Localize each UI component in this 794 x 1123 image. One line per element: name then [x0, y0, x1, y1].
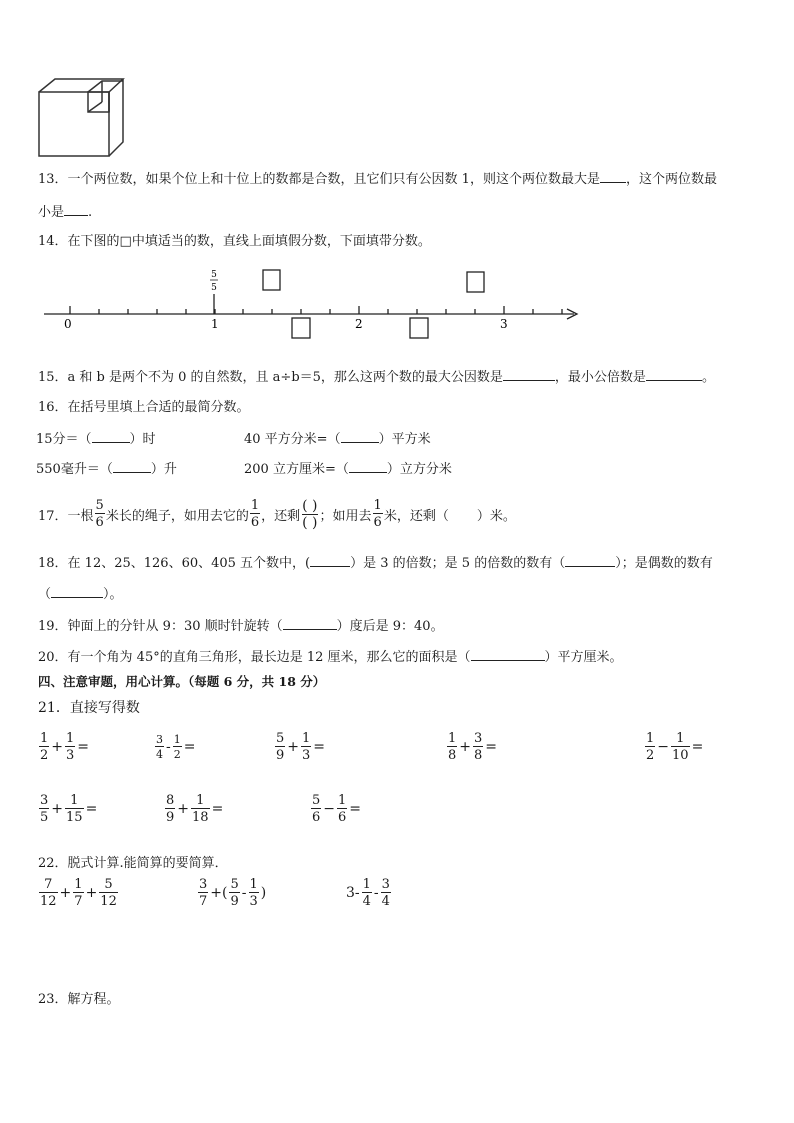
denominator: 4: [362, 894, 371, 909]
q21-text: 21．直接写得数: [38, 700, 140, 716]
denominator: 2: [646, 748, 655, 763]
numerator: 1: [74, 877, 83, 892]
number-line: [40, 264, 585, 344]
q19-text: 19．钟面上的分针从 9：30 顺时针旋转（: [38, 619, 283, 634]
numerator: 7: [44, 877, 53, 892]
numerator: 5: [312, 793, 321, 808]
answer-blank[interactable]: [565, 554, 615, 567]
question-16: [38, 396, 250, 415]
numerator: 1: [66, 731, 75, 746]
operator: 3-: [346, 885, 360, 901]
answer-box[interactable]: [263, 270, 280, 290]
answer-blank[interactable]: [600, 170, 626, 183]
q19-text: ）度后是 9：40。: [336, 619, 444, 634]
fraction: [373, 499, 383, 529]
denominator: 12: [40, 894, 57, 909]
fraction: [165, 794, 175, 824]
q13-text2: 小是: [38, 205, 65, 220]
frac-num: 5: [211, 270, 217, 280]
fraction: [65, 732, 75, 762]
tick-label-2: 2: [355, 317, 363, 331]
q21-expr-2: [154, 734, 196, 760]
numerator: 1: [676, 731, 685, 746]
question-18-line2: [38, 583, 123, 602]
q17-text: ，还剩: [261, 508, 301, 524]
fraction: [645, 732, 655, 762]
fraction: [447, 732, 457, 762]
fraction: [250, 499, 260, 529]
denominator: 9: [230, 894, 239, 909]
numerator: 1: [448, 731, 457, 746]
numerator: ( ): [302, 497, 318, 514]
answer-blank[interactable]: [349, 460, 387, 473]
numerator: 8: [166, 793, 175, 808]
fraction: [191, 794, 210, 824]
numerator: 1: [173, 733, 181, 746]
answer-blank[interactable]: [310, 554, 350, 567]
numerator: 3: [381, 877, 390, 892]
q20-text: ）平方厘米。: [544, 650, 623, 665]
question-15: [38, 366, 715, 385]
q17-text: 米长的绳子，如用去它的: [105, 508, 249, 524]
q23-text: 23．解方程。: [38, 992, 120, 1007]
q22-expr-2: [197, 878, 267, 908]
answer-blank[interactable]: [471, 648, 545, 661]
fraction: [155, 734, 164, 760]
cube-figure: [36, 76, 126, 158]
equals: =: [349, 801, 362, 817]
denominator: 7: [199, 894, 208, 909]
answer-box[interactable]: [467, 272, 484, 292]
operator: +(: [210, 885, 228, 901]
numerator: 3: [156, 733, 163, 746]
q18-text: ）；是偶数的数有: [615, 556, 713, 571]
answer-box[interactable]: [410, 318, 428, 338]
numerator: 1: [338, 793, 347, 808]
fraction: [381, 878, 391, 908]
q17-text: 17．一根: [38, 508, 94, 524]
denominator: 15: [66, 810, 83, 825]
q17-text: 米，还剩（: [383, 508, 449, 524]
answer-blank[interactable]: [341, 430, 379, 443]
equals: =: [485, 739, 498, 755]
numerator: 1: [196, 793, 205, 808]
operator: +: [51, 739, 64, 755]
question-22: [38, 852, 228, 871]
numerator: 1: [373, 498, 382, 513]
operator: -: [373, 885, 379, 901]
numerator: 1: [362, 877, 371, 892]
fraction: [671, 732, 690, 762]
q18-text: （: [38, 587, 52, 602]
tick-label-3: 3: [500, 317, 508, 331]
q16-item-4: [244, 458, 452, 477]
equals: =: [77, 739, 90, 755]
q22-expr-1: [38, 878, 119, 908]
operator: +: [59, 885, 72, 901]
q16-item-right: ）升: [150, 462, 177, 477]
q21-expr-4: [446, 732, 498, 762]
denominator: 6: [338, 810, 347, 825]
numerator: 3: [40, 793, 49, 808]
question-18-line1: [38, 552, 713, 571]
answer-blank[interactable]: [64, 203, 88, 216]
operator: +: [85, 885, 98, 901]
numerator: 1: [40, 731, 49, 746]
fraction: [229, 878, 239, 908]
q16-item-3: [36, 458, 177, 477]
q21-expr-8: [310, 794, 362, 824]
numerator: 1: [302, 731, 311, 746]
fraction: [301, 732, 311, 762]
denominator: 9: [166, 810, 175, 825]
q18-text: ）。: [103, 587, 123, 602]
q21-expr-6: [38, 794, 98, 824]
fraction: [65, 794, 84, 824]
fraction: [473, 732, 483, 762]
denominator: 7: [74, 894, 83, 909]
equals: =: [85, 801, 98, 817]
fraction: [249, 878, 259, 908]
fraction: [95, 499, 105, 529]
numerator: 3: [474, 731, 483, 746]
denominator: 3: [249, 894, 258, 909]
answer-blank[interactable]: [283, 617, 337, 630]
denominator: 12: [100, 894, 117, 909]
fraction: [275, 732, 285, 762]
q16-item-2: [244, 428, 431, 447]
q13-tail: ，这个两位数最: [625, 172, 717, 187]
fraction: [173, 734, 182, 760]
denominator: 9: [276, 748, 285, 763]
tick-label-0: 0: [64, 317, 72, 331]
q16-item-left: 550毫升＝（: [36, 462, 113, 477]
numerator: 1: [70, 793, 79, 808]
operator: +: [51, 801, 64, 817]
operator: +: [459, 739, 472, 755]
question-20: [38, 646, 623, 665]
operator: −: [323, 801, 336, 817]
equals: =: [183, 739, 196, 755]
numerator: 5: [95, 498, 104, 513]
question-14: [38, 230, 431, 249]
denominator: 18: [192, 810, 209, 825]
answer-blank[interactable]: [51, 585, 103, 598]
q21-expr-5: [644, 732, 704, 762]
q20-text: 20．有一个角为 45°的直角三角形，最长边是 12 厘米，那么它的面积是（: [38, 650, 471, 665]
fraction: [73, 878, 83, 908]
answer-blank[interactable]: [646, 368, 702, 381]
operator: +: [287, 739, 300, 755]
denominator: 8: [448, 748, 457, 763]
denominator: 3: [66, 748, 75, 763]
fraction: [39, 878, 58, 908]
fraction: [337, 794, 347, 824]
q15-text3: 。: [701, 370, 715, 385]
q21-expr-1: [38, 732, 90, 762]
tick-label-1: 1: [211, 317, 219, 331]
numerator: 1: [250, 498, 260, 513]
q22-text: 22．脱式计算.能简算的要简算．: [38, 856, 228, 871]
denominator: 3: [302, 748, 311, 763]
question-13-line2: [38, 201, 92, 220]
fraction: [99, 878, 118, 908]
question-17: [38, 493, 516, 535]
denominator: 10: [672, 748, 689, 763]
q17-text: ；如用去: [319, 508, 372, 524]
fraction: [39, 794, 49, 824]
denominator: 6: [250, 515, 260, 530]
equals: =: [211, 801, 224, 817]
numerator: 3: [199, 877, 208, 892]
operator: -: [241, 885, 247, 901]
q16-item-1: [36, 428, 156, 447]
denominator: 6: [95, 515, 104, 530]
equals: =: [313, 739, 326, 755]
denominator: 4: [381, 894, 390, 909]
answer-fraction[interactable]: [302, 498, 317, 531]
question-13-line1: [38, 168, 717, 187]
answer-box[interactable]: [292, 318, 310, 338]
denominator: 6: [312, 810, 321, 825]
q16-item-left: 40 平方分米=（: [244, 432, 341, 447]
question-23: [38, 988, 120, 1007]
denominator: 6: [373, 515, 382, 530]
fraction: [39, 732, 49, 762]
q18-text: 18．在 12、25、126、60、405 五个数中，(: [38, 556, 311, 571]
q13-tail2: .: [88, 205, 93, 220]
q13-text: 13．一个两位数，如果个位上和十位上的数都是合数，且它们只有公因数 1，则这个两位数最大是: [38, 172, 600, 187]
numerator: 5: [230, 877, 239, 892]
operator: −: [657, 739, 670, 755]
equals: =: [691, 739, 704, 755]
q15-text: 15．a 和 b 是两个不为 0 的自然数，且 a÷b＝5，那么这两个数的最大公因数是: [38, 370, 503, 385]
question-19: [38, 615, 444, 634]
q17-text: ）米。: [476, 508, 516, 524]
q16-item-right: ）平方米: [378, 432, 431, 447]
fraction: [362, 878, 372, 908]
numerator: 5: [276, 731, 285, 746]
q16-text: 16．在括号里填上合适的最简分数。: [38, 400, 250, 415]
frac-den: 5: [211, 283, 217, 293]
q18-text: ）是 3 的倍数；是 5 的倍数的数有（: [350, 556, 566, 571]
close-paren: ): [260, 885, 267, 901]
fraction: [311, 794, 321, 824]
numerator: 1: [646, 731, 655, 746]
operator: +: [177, 801, 190, 817]
answer-blank[interactable]: [113, 460, 151, 473]
section-4-heading: 四、注意审题，用心计算。（每题 6 分，共 18 分）: [38, 674, 326, 689]
q16-item-left: 200 立方厘米=（: [244, 462, 349, 477]
denominator: 4: [156, 748, 163, 761]
answer-blank[interactable]: [503, 368, 555, 381]
q22-expr-3: [345, 878, 392, 908]
q16-item-right: ）时: [129, 432, 156, 447]
denominator: 2: [40, 748, 49, 763]
numerator: 1: [249, 877, 258, 892]
answer-blank[interactable]: [92, 430, 130, 443]
denominator: 8: [474, 748, 483, 763]
denominator: 2: [173, 748, 181, 761]
q21-expr-7: [164, 794, 224, 824]
fraction: [198, 878, 208, 908]
q16-item-right: ）立方分米: [386, 462, 452, 477]
q16-item-left: 15分＝（: [36, 432, 92, 447]
q21-expr-3: [274, 732, 326, 762]
q14-text: 14．在下图的□中填适当的数，直线上面填假分数，下面填带分数。: [38, 234, 431, 249]
question-21: [38, 697, 140, 717]
numerator: 5: [104, 877, 113, 892]
operator: -: [166, 739, 171, 755]
denominator: 5: [40, 810, 49, 825]
q15-text2: ，最小公倍数是: [554, 370, 646, 385]
denominator: ( ): [302, 514, 318, 531]
